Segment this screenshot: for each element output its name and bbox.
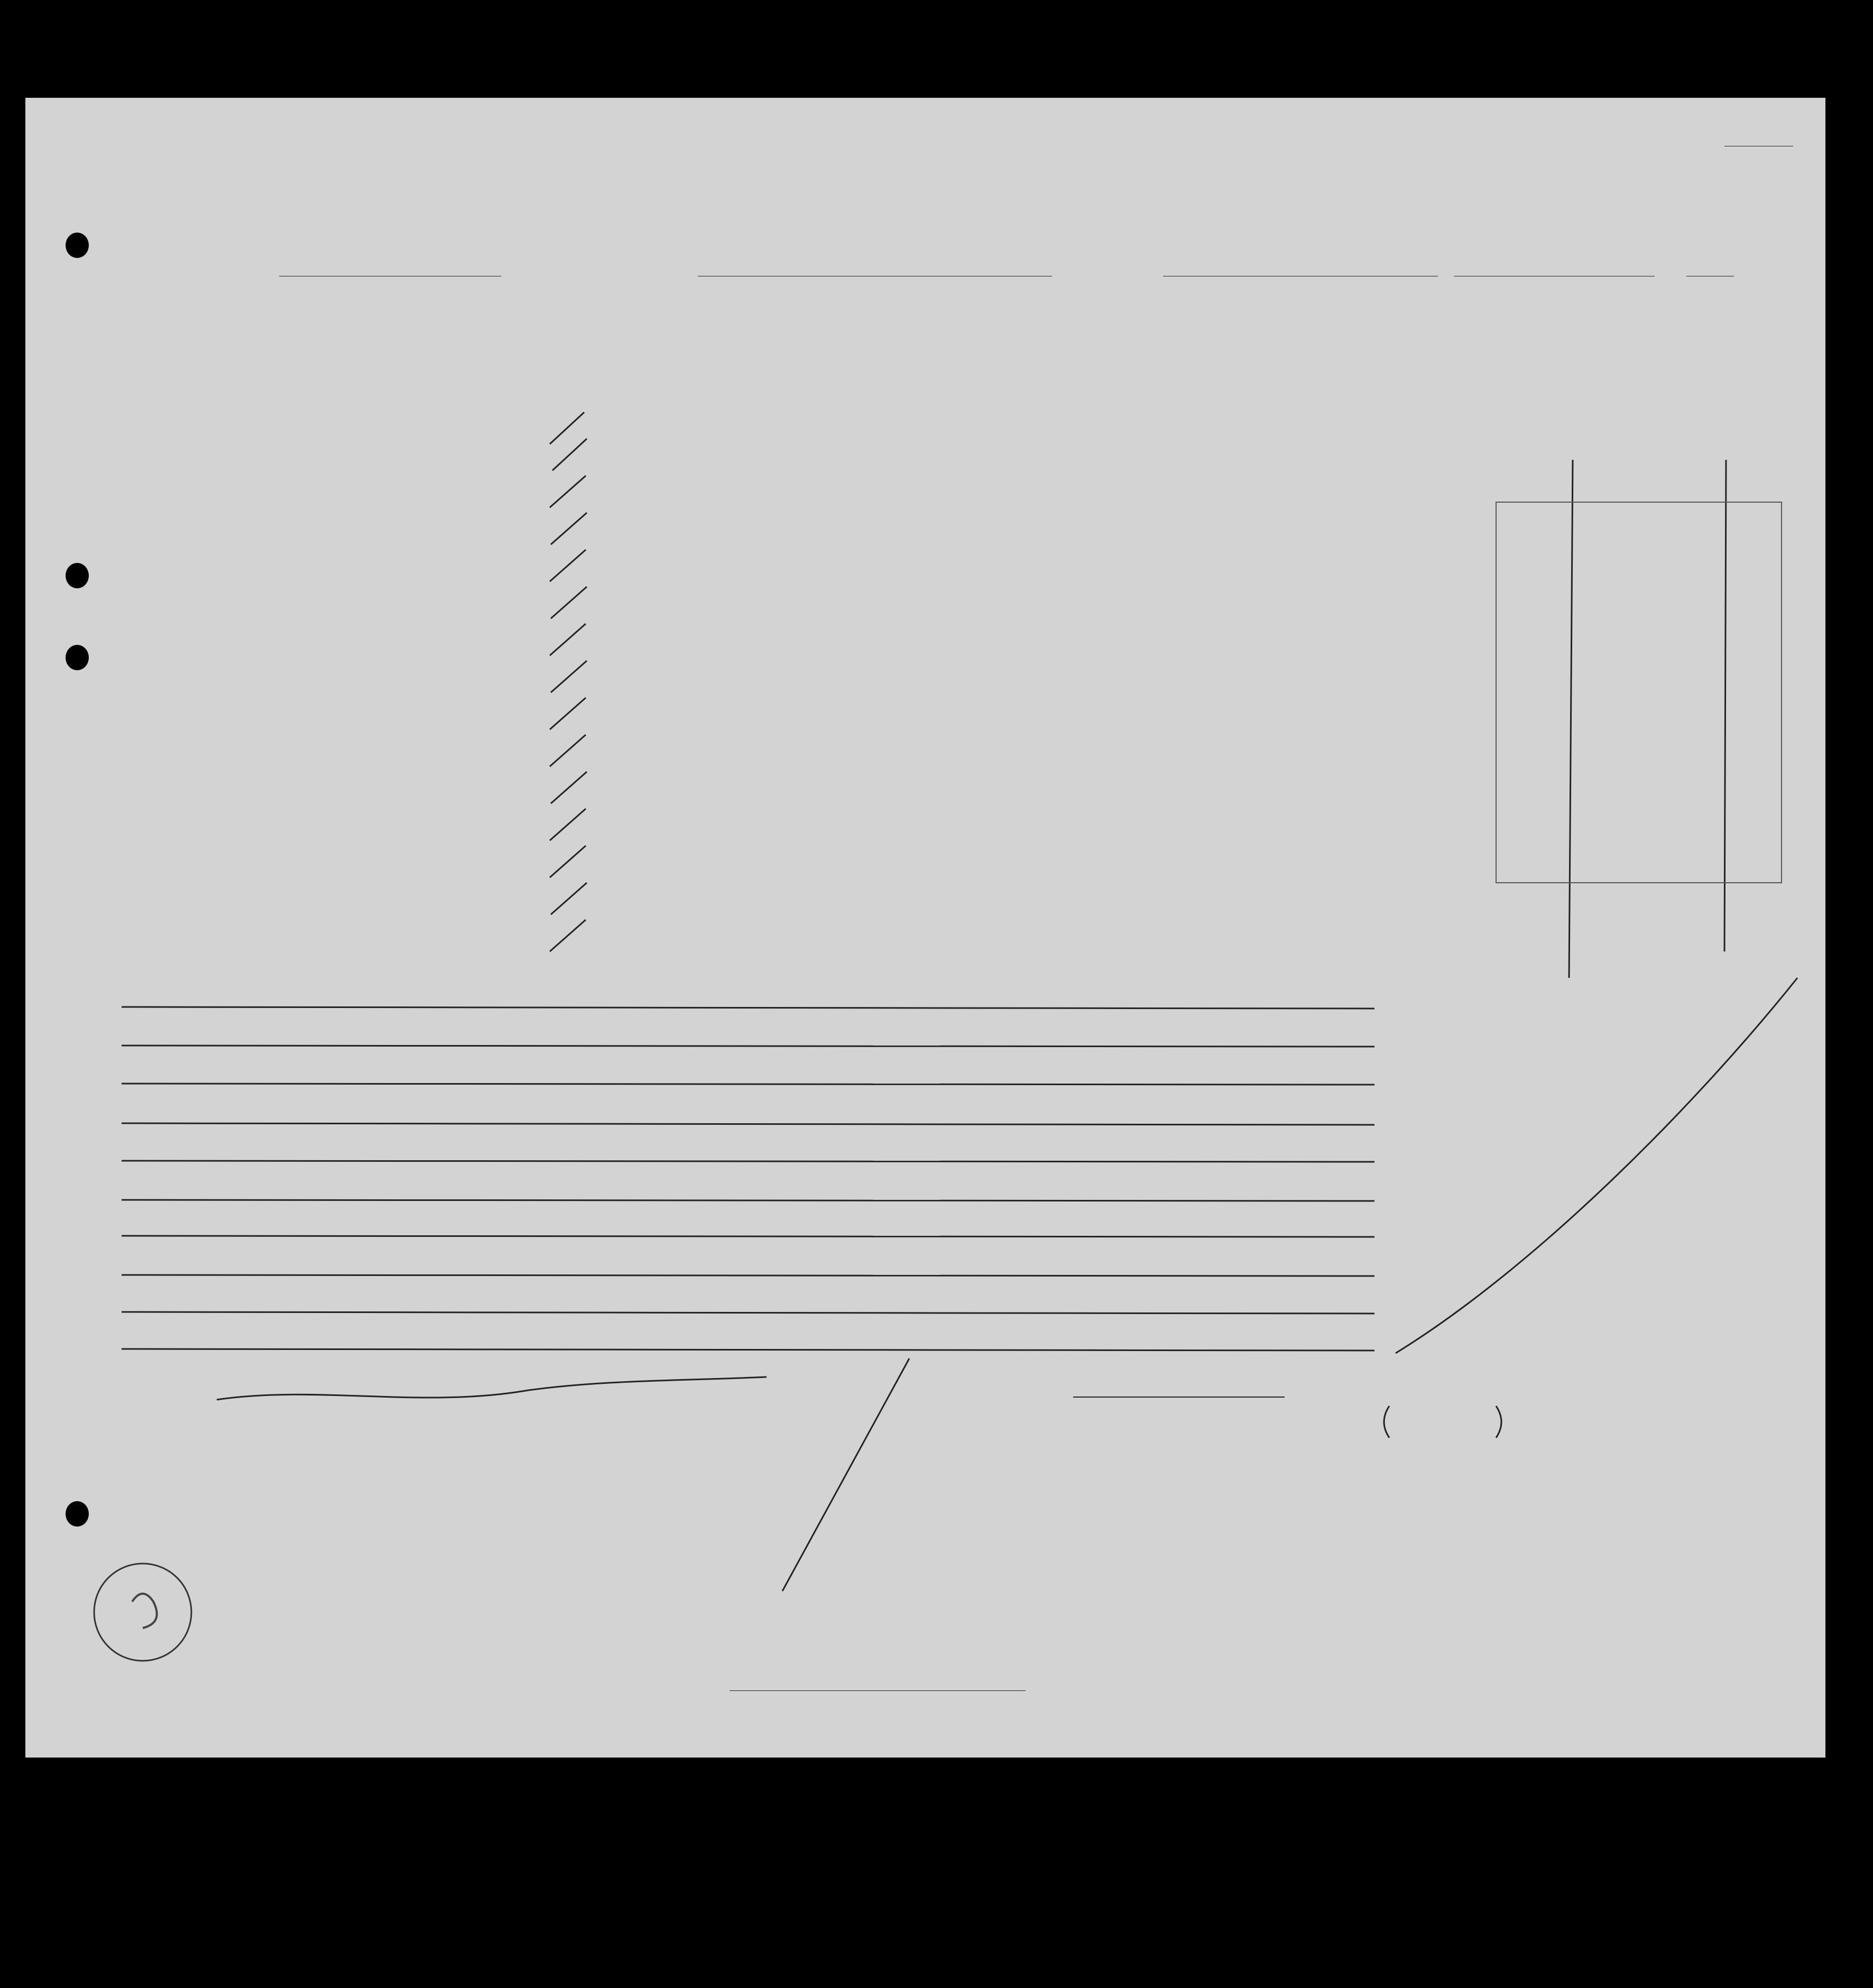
- inspector-line: [730, 1690, 1026, 1691]
- punch-hole: [66, 233, 89, 258]
- punch-hole: [66, 645, 89, 670]
- manifest-sheet: [25, 98, 1825, 1758]
- punch-hole: [66, 563, 89, 588]
- closing-underline-1: [1073, 1397, 1285, 1398]
- wax-seal: [53, 1528, 285, 1702]
- punch-hole: [66, 1501, 89, 1527]
